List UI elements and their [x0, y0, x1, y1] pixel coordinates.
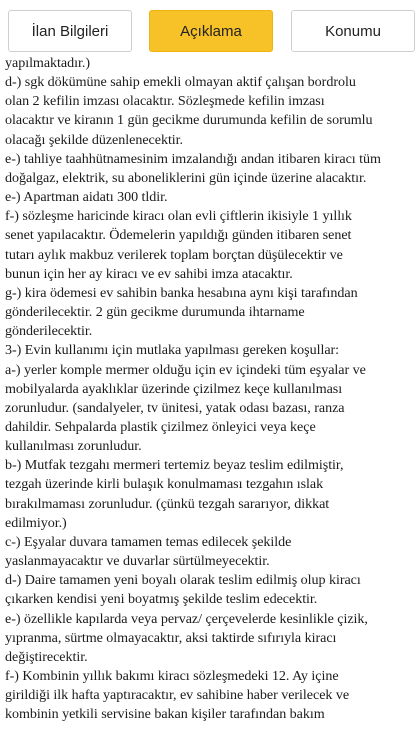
scroll-fade — [0, 726, 419, 738]
description-line: çıkarken kendisi yeni boyatmış şekilde teslim edecektir. — [5, 591, 318, 608]
description-line: edilmiyor.) — [5, 514, 67, 531]
description-line: olacaktır ve kiranın 1 gün gecikme durumunda kefilin de sorumlu — [5, 112, 373, 129]
description-line: g-) kira ödemesi ev sahibin banka hesabına aynı kişi tarafından — [5, 284, 358, 301]
description-line: f-) sözleşme haricinde kiracı olan evli çiftlerin ikisiyle 1 yıllık — [5, 208, 352, 225]
description-line: yıpranma, sürtme olmayacaktır, aksi taktirde sıfırıyla kiracı — [5, 629, 337, 646]
tab-konumu[interactable]: Konumu — [291, 10, 415, 52]
description-line: gönderilecektir. — [5, 323, 93, 340]
description-line: 3-) Evin kullanımı için mutlaka yapılması gereken koşullar: — [5, 342, 340, 359]
description-line: tutarı aylık makbuz verilerek toplam borçtan düşülecektir ve — [5, 246, 343, 263]
description-line: a-) yerler komple mermer olduğu için ev içindeki tüm eşyalar ve — [5, 361, 366, 378]
description-line: zorunludur. (sandalyeler, tv ünitesi, yatak odası bazası, ranza — [5, 399, 345, 416]
description-line: bırakılmaması zorunludur. (çünkü tezgah sararıyor, dikkat — [5, 495, 330, 512]
description-line: e-) Apartman aidatı 300 tldir. — [5, 189, 168, 206]
description-line: d-) sgk dökümüne sahip emekli olmayan aktif çalışan bordrolu — [5, 74, 356, 91]
description-line: b-) Mutfak tezgahı mermeri tertemiz beyaz teslim edilmiştir, — [5, 457, 344, 474]
description-line: mobilyalarda ayaklıklar üzerinde çizilmez keçe kullanılması — [5, 380, 343, 397]
description-line: gönderilecektir. 2 gün gecikme durumunda ihtarname — [5, 304, 305, 321]
description-line: kombinin yetkili servisine bakan kişiler tarafından bakım — [5, 706, 325, 723]
description-line: e-) özellikle kapılarda veya pervaz/ çerçevelerde kesinlikle çizik, — [5, 610, 368, 627]
description-text — [5, 54, 419, 738]
description-line: dahildir. Sehpalarda plastik çizilmez önleyici veya keçe — [5, 418, 316, 435]
description-line: yapılmaktadır.) — [5, 55, 90, 71]
description-line: senet yapılacaktır. Ödemelerin yapıldığı günden itibaren senet — [5, 227, 352, 244]
description-line: c-) Eşyalar duvara tamamen temas edilecek şekilde — [5, 533, 292, 550]
description-line: yaslanmayacaktır ve duvarlar sürtülmeyecektir. — [5, 553, 270, 570]
description-line: f-) Kombinin yıllık bakımı kiracı sözleşmedeki 12. Ay içine — [5, 668, 339, 684]
description-line: bunun için her ay kiracı ve ev sahibi imza atacaktır. — [5, 265, 293, 282]
description-line: değiştirecektir. — [5, 648, 88, 665]
description-line: tezgah üzerinde kirli bulaşık konulmaması tezgahın ıslak — [5, 476, 324, 493]
tab-ilan-bilgileri[interactable]: İlan Bilgileri — [8, 10, 132, 52]
description-line: olan 2 kefilin imzası olacaktır. Sözleşmede kefilin imzası — [5, 93, 325, 110]
tab-aciklama[interactable]: Açıklama — [149, 10, 273, 52]
description-line: e-) tahliye taahhütnamesinim imzalandığı andan itibaren kiracı tüm — [5, 150, 381, 167]
description-line: olacağı şekilde düzenlenecektir. — [5, 131, 184, 148]
description-line: kullanılması zorunludur. — [5, 438, 142, 455]
description-line: d-) Daire tamamen yeni boyalı olarak teslim edilmiş olup kiracı — [5, 572, 361, 589]
description-line: girildiği ilk hafta yaptıracaktır, ev sahibine haber verilecek ve — [5, 687, 350, 704]
description-line: doğalgaz, elektrik, su aboneliklerini gün içinde üzerine alacaktır. — [5, 169, 367, 186]
tab-bar — [0, 0, 419, 54]
